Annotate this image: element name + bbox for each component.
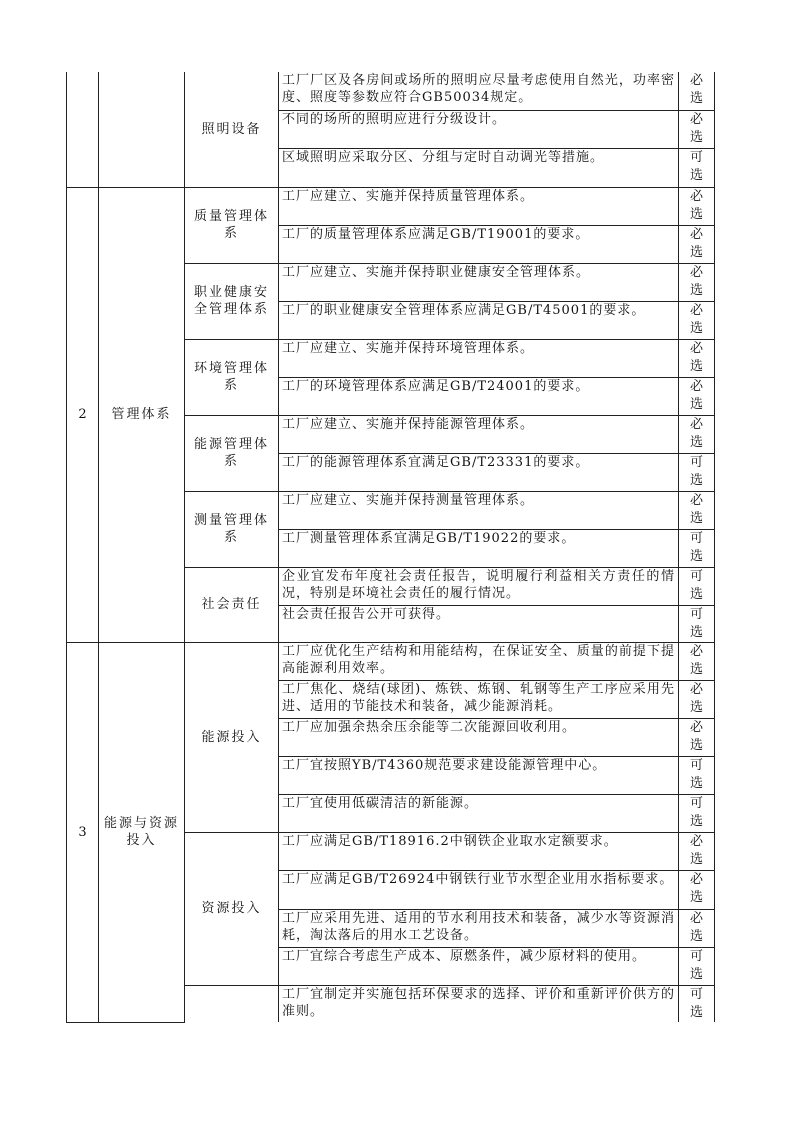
requirement-type: 必选 [679, 870, 715, 909]
requirement-type: 必选 [679, 718, 715, 756]
continued-category-cell [99, 72, 185, 187]
requirement-type: 可选 [679, 567, 715, 605]
requirement-type: 必选 [679, 263, 715, 301]
requirement-type: 必选 [679, 415, 715, 453]
section-name: 管理体系 [99, 187, 185, 642]
subcategory-env: 环境管理体系 [185, 339, 279, 415]
requirement-type: 必选 [679, 225, 715, 263]
subcategory-measure: 测量管理体系 [185, 491, 279, 567]
section-name: 能源与资源投入 [99, 642, 185, 1022]
section-number: 3 [67, 642, 99, 1022]
subcategory-resource-input: 资源投入 [185, 832, 279, 985]
subcategory-social: 社会责任 [185, 567, 279, 642]
requirement-type: 可选 [679, 985, 715, 1022]
requirement-text: 工厂厂区及各房间或场所的照明应尽量考虑使用自然光，功率密度、照度等参数应符合GB50034规定。 [279, 72, 679, 110]
requirement-text: 工厂宜按照YB/T4360规范要求建设能源管理中心。 [279, 756, 679, 794]
requirement-type: 必选 [679, 339, 715, 377]
requirement-type: 必选 [679, 110, 715, 148]
requirement-type: 必选 [679, 377, 715, 415]
requirement-text: 工厂应采用先进、适用的节水利用技术和装备，减少水等资源消耗，淘汰落后的用水工艺设备。 [279, 909, 679, 947]
requirement-text: 社会责任报告公开可获得。 [279, 605, 679, 642]
requirement-text: 工厂的职业健康安全管理体系应满足GB/T45001的要求。 [279, 301, 679, 339]
requirement-text: 区域照明应采取分区、分组与定时自动调光等措施。 [279, 148, 679, 187]
requirement-text: 工厂应建立、实施并保持质量管理体系。 [279, 187, 679, 225]
requirement-text: 工厂应满足GB/T26924中钢铁行业节水型企业用水指标要求。 [279, 870, 679, 909]
requirement-type: 可选 [679, 794, 715, 832]
subcategory-quality: 质量管理体系 [185, 187, 279, 263]
requirement-text: 工厂的质量管理体系应满足GB/T19001的要求。 [279, 225, 679, 263]
requirement-type: 可选 [679, 756, 715, 794]
subcategory-energy-input: 能源投入 [185, 642, 279, 832]
subcategory-energy-ms: 能源管理体系 [185, 415, 279, 491]
requirement-text: 工厂应加强余热余压余能等二次能源回收利用。 [279, 718, 679, 756]
table-row [67, 187, 715, 225]
requirement-type: 必选 [679, 909, 715, 947]
requirement-text: 工厂应满足GB/T18916.2中钢铁企业取水定额要求。 [279, 832, 679, 870]
requirement-type: 必选 [679, 491, 715, 529]
requirement-type: 可选 [679, 148, 715, 187]
requirement-text: 工厂应建立、实施并保持职业健康安全管理体系。 [279, 263, 679, 301]
section-number: 2 [67, 187, 99, 642]
requirement-type: 必选 [679, 680, 715, 718]
subcategory-ohs: 职业健康安全管理体系 [185, 263, 279, 339]
subcategory-continued-cell [185, 985, 279, 1022]
requirement-type: 必选 [679, 642, 715, 680]
requirement-type: 可选 [679, 947, 715, 985]
requirement-text: 工厂测量管理体系宜满足GB/T19022的要求。 [279, 529, 679, 567]
table-row [67, 642, 715, 680]
requirement-text: 工厂宜综合考虑生产成本、原燃条件，减少原材料的使用。 [279, 947, 679, 985]
requirement-type: 可选 [679, 453, 715, 491]
requirement-text: 工厂的能源管理体系宜满足GB/T23331的要求。 [279, 453, 679, 491]
requirement-type: 必选 [679, 301, 715, 339]
requirement-text: 工厂应建立、实施并保持测量管理体系。 [279, 491, 679, 529]
requirement-type: 可选 [679, 529, 715, 567]
requirement-text: 工厂焦化、烧结(球团)、炼铁、炼钢、轧钢等生产工序应采用先进、适用的节能技术和装备，减少能源消耗。 [279, 680, 679, 718]
requirement-type: 必选 [679, 72, 715, 110]
table-row [67, 72, 715, 110]
subcategory-lighting: 照明设备 [185, 72, 279, 187]
requirement-text: 工厂应建立、实施并保持能源管理体系。 [279, 415, 679, 453]
requirement-type: 必选 [679, 832, 715, 870]
requirement-text: 工厂宜制定并实施包括环保要求的选择、评价和重新评价供方的准则。 [279, 985, 679, 1022]
requirement-type: 可选 [679, 605, 715, 642]
requirements-table [66, 72, 715, 1023]
requirement-text: 工厂应优化生产结构和用能结构，在保证安全、质量的前提下提高能源利用效率。 [279, 642, 679, 680]
requirement-text: 工厂宜使用低碳清洁的新能源。 [279, 794, 679, 832]
continued-no-cell [67, 72, 99, 187]
requirement-text: 不同的场所的照明应进行分级设计。 [279, 110, 679, 148]
requirement-text: 工厂应建立、实施并保持环境管理体系。 [279, 339, 679, 377]
requirement-type: 必选 [679, 187, 715, 225]
requirement-text: 企业宜发布年度社会责任报告，说明履行利益相关方责任的情况，特别是环境社会责任的履行情况。 [279, 567, 679, 605]
requirement-text: 工厂的环境管理体系应满足GB/T24001的要求。 [279, 377, 679, 415]
